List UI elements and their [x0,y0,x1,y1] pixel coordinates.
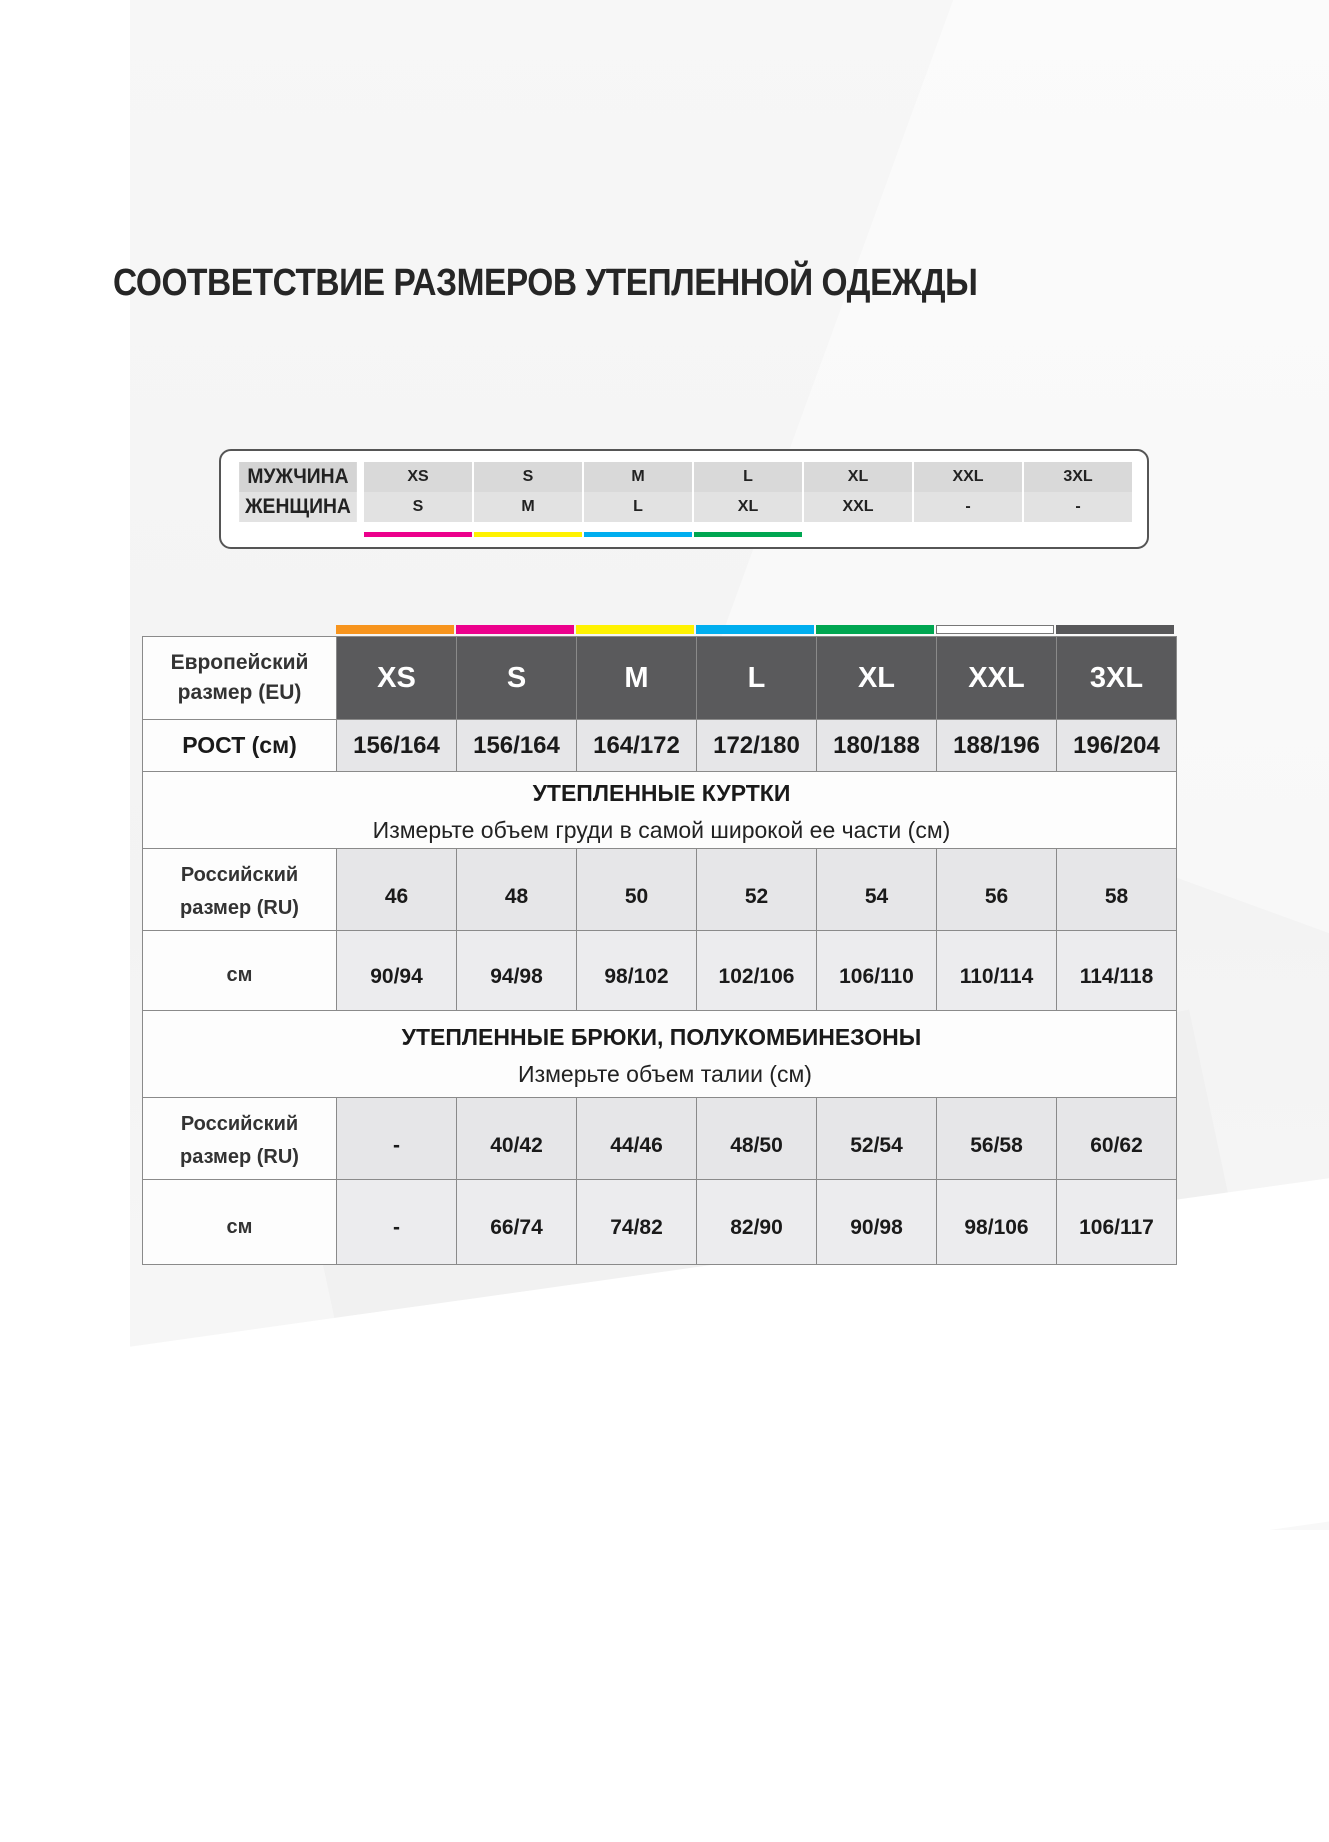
cm-cell: 82/90 [697,1180,817,1265]
cm-cell: 74/82 [577,1180,697,1265]
size-table [142,636,1177,1265]
color-bar-green [816,625,934,634]
color-bar-cyan [584,532,692,537]
women-size-cell: S [364,492,472,522]
ru-size-cell: 48/50 [697,1098,817,1180]
cm-label: см [143,931,337,1011]
women-size-cell: - [914,492,1022,522]
height-cell: 164/172 [577,720,697,772]
ru-size-cell: 44/46 [577,1098,697,1180]
women-size-cell: M [474,492,582,522]
cm-cell: 106/117 [1057,1180,1177,1265]
cm-label: см [143,1180,337,1265]
color-bar-white [936,625,1054,634]
jackets-note: Измерьте объем груди в самой широкой ее части (см) [372,817,951,843]
color-bar-cyan [696,625,814,634]
women-label: ЖЕНЩИНА [239,492,357,522]
cm-cell: 90/98 [817,1180,937,1265]
pants-ru-row [143,1098,1177,1180]
pants-section [143,1011,1177,1098]
cm-cell: 94/98 [457,931,577,1011]
ru-size-cell: 58 [1057,849,1177,931]
ru-size-cell: 40/42 [457,1098,577,1180]
jackets-cm-row [143,931,1177,1011]
height-cell: 156/164 [337,720,457,772]
color-bar-yellow [576,625,694,634]
women-size-cell: XXL [804,492,912,522]
page-title: СООТВЕТСТВИЕ РАЗМЕРОВ УТЕПЛЕННОЙ ОДЕЖДЫ [113,262,978,304]
color-bar-yellow [474,532,582,537]
cm-cell: - [337,1180,457,1265]
ru-label-line1: Российский [180,863,299,886]
ru-size-cell: 54 [817,849,937,931]
ru-size-cell: 48 [457,849,577,931]
women-size-cell: XL [694,492,802,522]
pants-title: УТЕПЛЕННЫЕ БРЮКИ, ПОЛУКОМБИНЕЗОНЫ [401,1024,922,1050]
men-size-cell: XL [804,462,912,492]
men-size-cell: 3XL [1024,462,1132,492]
eu-label-line2: размер (EU) [177,681,302,704]
eu-size-cell: M [577,637,697,720]
men-size-cell: L [694,462,802,492]
eu-size-cell: S [457,637,577,720]
correspondence-grid [234,462,1132,522]
eu-size-cell: L [697,637,817,720]
height-cell: 188/196 [937,720,1057,772]
men-label: МУЖЧИНА [239,462,357,492]
jackets-title: УТЕПЛЕННЫЕ КУРТКИ [532,780,791,806]
pants-cm-row [143,1180,1177,1265]
women-size-cell: - [1024,492,1132,522]
eu-size-cell: 3XL [1057,637,1177,720]
color-bar-magenta [364,532,472,537]
color-bar-dark [1056,625,1174,634]
height-cell: 172/180 [697,720,817,772]
ru-size-cell: 50 [577,849,697,931]
eu-size-cell: XXL [937,637,1057,720]
height-cell: 156/164 [457,720,577,772]
ru-size-cell: 46 [337,849,457,931]
men-size-cell: XXL [914,462,1022,492]
jackets-ru-row [143,849,1177,931]
ru-label-line2: размер (RU) [180,1145,299,1168]
cm-cell: 98/102 [577,931,697,1011]
women-color-bars [364,532,804,537]
women-size-cell: L [584,492,692,522]
ru-size-cell: 52/54 [817,1098,937,1180]
ru-size-cell: 60/62 [1057,1098,1177,1180]
cm-cell: 114/118 [1057,931,1177,1011]
ru-label-line1: Российский [180,1112,299,1135]
ru-size-cell: 56/58 [937,1098,1057,1180]
eu-size-row [143,637,1177,720]
eu-label-line1: Европейский [170,651,309,674]
size-color-bars [336,625,1176,634]
cm-cell: 106/110 [817,931,937,1011]
color-bar-orange [336,625,454,634]
ru-size-cell: 56 [937,849,1057,931]
jackets-section [143,772,1177,849]
height-label: РОСТ (см) [143,720,337,772]
color-bar-magenta [456,625,574,634]
color-bar-green [694,532,802,537]
ru-size-label [143,849,337,931]
jackets-header [143,772,1177,849]
men-size-cell: XS [364,462,472,492]
women-row [234,492,1132,522]
cm-cell: 102/106 [697,931,817,1011]
cm-cell: 66/74 [457,1180,577,1265]
height-cell: 196/204 [1057,720,1177,772]
cm-cell: 110/114 [937,931,1057,1011]
eu-size-cell: XL [817,637,937,720]
height-cell: 180/188 [817,720,937,772]
ru-size-cell: 52 [697,849,817,931]
eu-size-label [143,637,337,720]
eu-size-cell: XS [337,637,457,720]
men-size-cell: S [474,462,582,492]
ru-size-cell: - [337,1098,457,1180]
ru-size-label [143,1098,337,1180]
pants-note: Измерьте объем талии (см) [518,1061,812,1087]
cm-cell: 90/94 [337,931,457,1011]
ru-label-line2: размер (RU) [180,896,299,919]
men-size-cell: M [584,462,692,492]
height-row [143,720,1177,772]
pants-header [143,1011,1177,1098]
cm-cell: 98/106 [937,1180,1057,1265]
men-row [234,462,1132,492]
